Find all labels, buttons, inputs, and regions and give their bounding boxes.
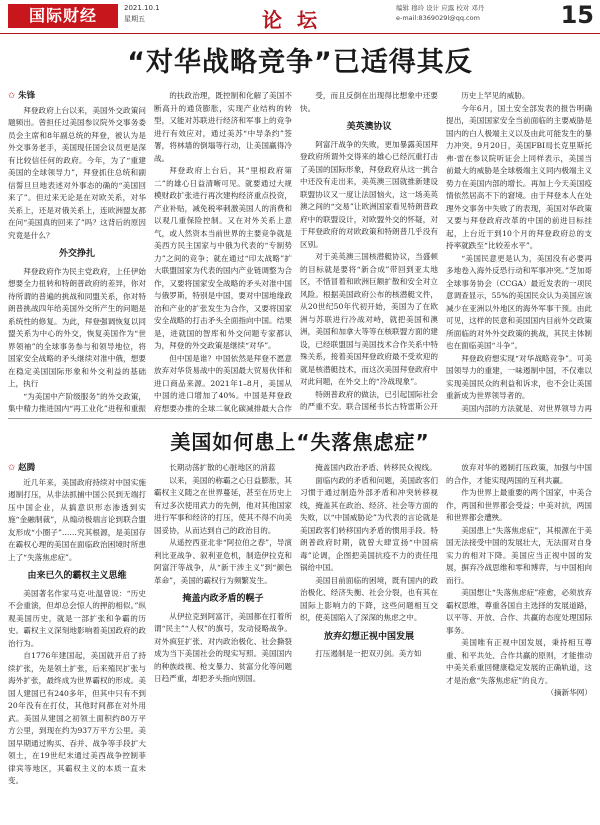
article2-paragraph: 以来，美国的称霸之心日益膨胀，其霸权主义随之在世界蔓延，甚至在历史上有过多次使用武力的先例，他对其他国家进行军事和经济的打压，使其不得不向美国妥协，从而达到自己的政治目的。 bbox=[154, 475, 292, 535]
article2-paragraph: 掩盖国内政治矛盾、转移民众视线。 bbox=[315, 463, 437, 472]
article1-paragraph: 受，而且反倒在出现得比想象中还要快。 bbox=[300, 91, 438, 113]
article2-byline: ✩ 赵腾 bbox=[8, 463, 36, 473]
publication-date-block bbox=[124, 3, 160, 25]
page-number: 15 bbox=[560, 1, 594, 29]
article1-paragraph: 美国内部的方法就是，对世界领导力再 bbox=[461, 403, 592, 412]
article2-paragraph: 美国患上“失落焦虑症”，其根源在于美国无法接受中国的发展壮大，无法面对自身实力的相对下降。美国应当正视中国的发展，摒弃冷战思维和零和博弈，与中国相向而行。 bbox=[446, 525, 592, 585]
article2-paragraph: 从伊拉克到阿富汗，美国都在打着所谓“民主”“人权”的旗号，发动侵略战争。对外疯狂扩张、对内政治极化、社会撕裂成为当下美国社会的现实写照。美国国内的种族歧视、枪支暴力、贫富分化等问题日趋严重，却把矛头指向别国。 bbox=[154, 611, 292, 683]
article1-paragraph: 拜登政府上台后，其“里根政府第二”的雄心日益清晰可见。就要通过大规模财政扩张进行再次建构经济重点投资，产业补贴，减免税率刺激美国人的消费和以观几重保险控制。又在对外关系上意气，或人然资本当前世界的主要竞争就是美西方民主国家与中俄为代表的“专制势力”之间的竞争；就在通过“印太战略”扩大联盟国家为代表的国内产业链调整为合作，又要将国家安全战略的矛头对准中国与俄罗斯，特别是中国，要对中国地缘政治和产业的扩张发生为合作，又要将国家安全战略的打击矛头全面指向中国。结果是，进就国的智库和外交问题专家都认为，拜登的外交政策是继续“对华”。 bbox=[154, 166, 292, 350]
article2-column-4 bbox=[446, 462, 592, 820]
article2-subhead-hegemony: 由来已久的霸权主义思维 bbox=[27, 571, 127, 581]
article1-column-2 bbox=[154, 90, 292, 412]
article2-paragraph: 放弃对华的遏制打压政策，加强与中国的合作，才能实现两国的互利共赢。 bbox=[446, 463, 592, 485]
article2-paragraph: 作为世界上最重要的两个国家，中美合作，两国和世界都会受益；中美对抗，两国和世界都会遭殃。 bbox=[446, 488, 592, 522]
article1-paragraph: 今年6月，国土安全部发表的报告明确提出，美国国家安全当前面临的主要威胁是国内的白人极端主义以及由此可能发生的暴力冲突。9月20日，美国FBI局长克里斯托弗·雷在参议院听证会上同样表示，美国当前最大的威胁是全球极端主义同内极端主义势力在美国内部的增长。再加上今天美国疫情依然居高不下的窘境。由于拜登本人在处理外交事务中失败了的表现，美国对华政策又要与拜登政府改革的中国的前进目标挂起，上台近于到10个月的拜登政府总的支持率就跌至“比较差水平”。 bbox=[446, 103, 592, 250]
article1-paragraph: 的扶政治理，既控制和化解了美国不断高升的通货膨胀，实现产业结构的转型，又能对苏联进行经济和军事上的竞争进行有效应对，通过美苏“中导条约”签署，将林墙的倒塌等行动，让美国赢得冷战。 bbox=[154, 91, 292, 163]
article2-paragraph: 长期动荡扩散的心脏地区的消蓝 bbox=[169, 463, 276, 472]
publication-weekday: 星期五 bbox=[124, 15, 145, 23]
article1-paragraph: 对于美英澳三国核潜艇协议，当盛顿的目标就是要将“新合成”带回到亚太地区，不惜冒着和欧洲巨额扩散和安全对立风险。根据美国政府公布的核潜艇文件，从20世纪50年代初开始，美国为了在欧洲与苏联进行冷战对峙，就把美国和澳洲，美国和加拿大等等在核联盟方面的建设，已经联盟国与美国技术合作关系中特殊关系，接着美国拜登政府最不受欢迎的就是核潜艇技术，而这次美国拜登政府中对此问题，在外交上的“冷战现象”。 bbox=[300, 252, 438, 386]
article1-paragraph: 阿富汗战争的失败，更加暴露美国拜登政府所谓外交得来的雄心已经沉重打击了美国的国际形象，拜登政府从这一挑合中还没有走出来，美英澳三国就推新建设联盟协议又一度让法国恼火，这一场美英澳之间的“交易”让欧洲国家看见特朗普政府中的联盟设计，对欧盟外交的怀疑，对于拜登政府的对欧政策和特朗普几乎没有区别。 bbox=[300, 139, 438, 249]
article1-paragraph: “为美国中产阶级服务”的外交政策，集中精力推进国内“再工业化”进程和重振 bbox=[8, 391, 146, 412]
article2-paragraph: 打压遏制是一把双刃剑。美方如 bbox=[315, 649, 422, 658]
article2-paragraph: 美国唯有正视中国发展，秉持相互尊重、和平共处、合作共赢的原则，才能推动中美关系重回健康稳定发展的正确轨道，这才是治愈“失落焦虑症”的良方。 bbox=[446, 638, 592, 685]
article2-paragraph: 近几年来，美国政府持续对中国实施遏制打压，从非法抓捕中国公民到无端打压中国企业，从搞意识形态渗透到实施“金融制裁”，从煽动极端言论到联合盟友形成“小圈子”……究其根源，是美国存在霸权心理的美国在面临政治困境时所患上了“失落焦虑症”。 bbox=[8, 477, 146, 562]
article2-source: （摘新华网） bbox=[546, 688, 592, 697]
publication-date: 2021.10.1 bbox=[124, 4, 160, 12]
article2-column-2 bbox=[154, 462, 292, 820]
article2-paragraph: 美国想让“失落焦虑症”痊愈，必须放弃霸权思维，尊重各国自主选择的发展道路，以平等、开放、合作、共赢的态度处理国际事务。 bbox=[446, 588, 592, 635]
article2-headline: 美国如何患上“失落焦虑症” bbox=[170, 430, 430, 454]
star-icon: ✩ bbox=[8, 463, 16, 473]
article1-column-3 bbox=[300, 90, 438, 412]
editor-email: e-mail:8369029l@qq.com bbox=[396, 14, 480, 22]
article2-subhead-cover: 掩盖内政矛盾的幌子 bbox=[182, 594, 264, 604]
article1-paragraph: 拜登政府上台以来，美国外交政策问题频出。曾担任过美国参议院外交事务委员会主席和8年副总统的拜登，被认为是外交事务老手，美国现任国会议员更是深有比较信任何的政府。今年，为了“重建美国的全球领导力”，拜登抓住总统和副信誓旦旦地表述对外事态的确的“美国回来了”。但过来无论是在对欧关系，对华关系上，还是对俄关系上，连欧洲盟友都在问“美国真的回来了”吗？这背后的原因究竟是什么？ bbox=[8, 105, 146, 240]
article1-paragraph: 特朗普政府的做法，已引起国际社会的严重不安。联合国秘书长古特雷斯公开 bbox=[300, 389, 438, 411]
article2-paragraph: 美国著名作家马克·吐温曾说：“历史不会重演，但却总会惊人的押韵相似。”纵观美国历史，就是一部扩张和争霸的历史。霸权主义深刻地影响着美国政府的政治行为。 bbox=[8, 588, 146, 648]
article1-column-1 bbox=[8, 90, 146, 412]
article2-column-1 bbox=[8, 462, 146, 820]
article2-paragraph: 从遥控西亚北非“阿拉伯之春”，导演利比亚战争、叙利亚危机，制造伊拉克和阿富汗等战争，从“新干涉主义”到“颜色革命”，美国的霸权行为频繁发生。 bbox=[154, 538, 292, 585]
section-title: 论 坛 bbox=[262, 8, 321, 32]
article1-paragraph: 历史上罕见的威胁。 bbox=[461, 91, 530, 100]
article1-headline: “对华战略竞争”已适得其反 bbox=[127, 47, 473, 78]
newspaper-logo: 国际财经 bbox=[8, 4, 118, 28]
article2-paragraph: 自1776年建国起，美国就开启了持续扩张，先是领土扩张，后来殖民扩张与海外扩张，最终成为世界霸权的形成。美国人建国已有240多年，但其中只有不到20年没有在打仗，其他时间都在对外用武。美国从建国之初领土面积约80万平方公里，到现在约为937万平方公里。美国早期通过购买、吞并、战争等手段扩大领土，在19世纪末通过美西战争控制菲律宾等地区，其霸权主义的本质一直未变。 bbox=[8, 651, 146, 785]
article1-subhead-aukus: 美英澳协议 bbox=[346, 122, 392, 132]
article1-subhead-diplomacy: 外交挣扎 bbox=[58, 249, 95, 259]
article1-paragraph: 拜登政府想实现“对华战略竞争”。可美国领导力的重建，一味遏制中国，不仅难以实现美国民众的利益和诉求，也不会让美国重新成为世界领导者的。 bbox=[446, 353, 592, 400]
article1-paragraph: 但中国是谁？中国依然是拜登不愿意放弃对华货易战中的美国最大贸易伙伴和进口商品来源。2021年1–8月，美国从中国的进口增加了40%。中国是拜登政府想要办推的全球二氧化碳减排最大合作 bbox=[154, 353, 292, 412]
section-divider bbox=[8, 418, 592, 419]
article1-column-4 bbox=[446, 90, 592, 412]
editor-names: 编辑 穆玲 设计 应露 校对 邓丹 bbox=[396, 4, 485, 12]
article1-byline: ✩ 朱锋 bbox=[8, 91, 36, 101]
article2-column-3 bbox=[300, 462, 438, 820]
article2-subhead-face-china: 放弃幻想正视中国发展 bbox=[323, 631, 414, 642]
article1-paragraph: 拜登政府作为民主党政府，上任伊始想要全力扭转和特朗普政府的差异，你对待所谓的普遍的挑战和同盟关系，你对特朗普挑战四年给美国外交所产生的问题是系统性的修复。为此，拜登强调恢复以同盟关系为中心的外交，恢复美国作为“世界领袖”的全球事务参与和领导地位，将国家安全战略的矛头继续对准中俄，想要在稳定美国国际形象和外交利益的基础上，执行 bbox=[8, 266, 146, 388]
star-icon: ✩ bbox=[8, 91, 16, 101]
article2-paragraph: 美国目前面临的困境，既有国内的政治极化、经济失衡、社会分裂，也有其在国际上影响力的下降，这些问题相互交织，使美国陷入了深深的焦虑之中。 bbox=[300, 575, 438, 622]
article2-paragraph: 面临内政的矛盾和问题，美国政客们习惯于通过制造外部矛盾和冲突转移视线，掩盖其在政治、经济、社会等方面的失败，以“中国威胁论”为代表的言论就是美国政客们转移国内矛盾的惯用手段。特朗普政府时期，就曾大肆宣扬“中国病毒”论调，企图把美国抗疫不力的责任甩锅给中国。 bbox=[300, 475, 438, 572]
article1-paragraph: “美国民意更是认为，美国没有必要再多地卷入海外反恐行动和军事冲突。”芝加哥全球事务协会（CCGA）最近发表的一项民意调查显示，55%的美国民众认为美国应该减少在亚洲以外地区的海外军事干预。由此可见，这样的民意和美国国内目前外交政策所面临的对外外交政策的挑战，其民主体制也在面临美国“斗争”。 bbox=[446, 253, 592, 350]
editor-credits bbox=[396, 3, 484, 23]
masthead bbox=[0, 0, 600, 34]
